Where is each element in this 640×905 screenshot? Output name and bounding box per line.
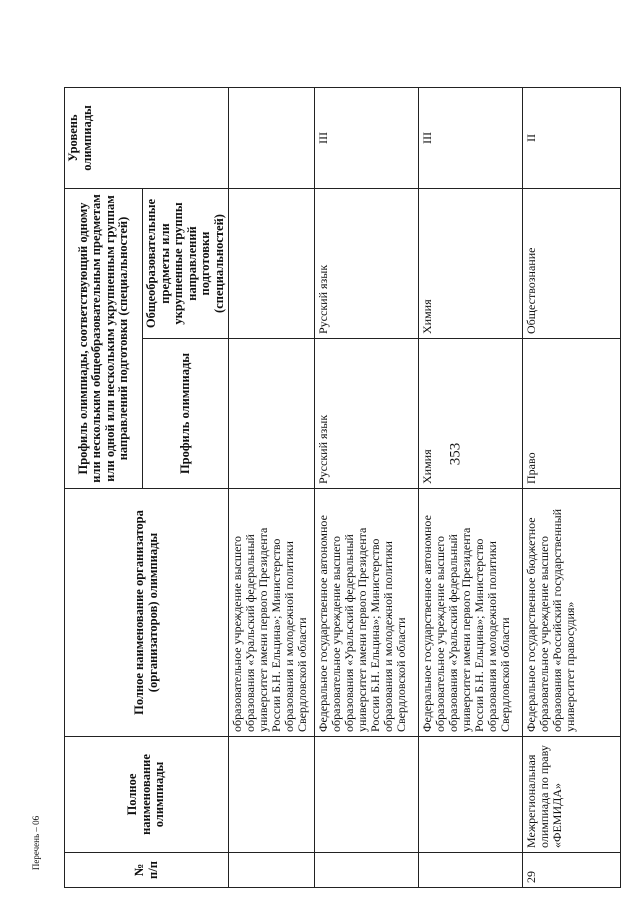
row-number: 29 <box>523 853 621 888</box>
row-subjects <box>229 188 315 338</box>
row-organizer: образовательное учреждение высшего образования «Уральский федеральный университет имени первого Президента России Б.Н. Ельцина»; Министерство образования и молодежной политики Свердловской области <box>229 489 315 737</box>
header-olympiad-name: Полное наименование олимпиады <box>65 737 229 853</box>
row-number <box>419 853 523 888</box>
row-number <box>315 853 419 888</box>
row-organizer: Федеральное государственное автономное образовательное учреждение высшего образования «Уральский федеральный университет имени первого Президента России Б.Н. Ельцина»; Министерство образования и молодежной политики Свердловской области <box>315 489 419 737</box>
header-subjects: Общеобразовательные предметы или укрупненные группы направлений подготовки (специальностей) <box>143 188 229 338</box>
header-level: Уровень олимпиады <box>65 87 229 188</box>
row-olympiad-name: Межрегиональная олимпиада по праву «ФЕМИДА» <box>523 737 621 853</box>
page-number: 353 <box>447 442 464 466</box>
header-number: № п/п <box>65 853 229 888</box>
row-level: II <box>523 87 621 188</box>
row-level <box>229 87 315 188</box>
olympiad-table-container <box>64 88 610 888</box>
footer-note: Перечень – 06 <box>31 815 41 871</box>
row-organizer: Федеральное государственное бюджетное образовательное учреждение высшего образования «Российский государственный университет правосудия» <box>523 489 621 737</box>
olympiad-table <box>64 87 621 888</box>
row-number <box>229 853 315 888</box>
row-olympiad-name <box>229 737 315 853</box>
table-row <box>419 87 523 887</box>
row-profile <box>229 339 315 489</box>
row-level: III <box>419 87 523 188</box>
row-subjects: Русский язык <box>315 188 419 338</box>
table-row <box>315 87 419 887</box>
row-subjects: Обществознание <box>523 188 621 338</box>
row-olympiad-name <box>419 737 523 853</box>
table-row <box>229 87 315 887</box>
table-row <box>523 87 621 887</box>
row-level: III <box>315 87 419 188</box>
row-profile: Право <box>523 339 621 489</box>
header-organizer: Полное наименование организатора (организаторов) олимпиады <box>65 489 229 737</box>
row-subjects: Химия <box>419 188 523 338</box>
header-row-1 <box>65 87 143 887</box>
row-profile: Химия <box>419 339 523 489</box>
header-profile-group: Профиль олимпиады, соответствующий одному или нескольким общеобразовательным предметам или одной или нескольким укрупненным группам направлений подготовки (специальностей) <box>65 188 143 488</box>
row-profile: Русский язык <box>315 339 419 489</box>
row-olympiad-name <box>315 737 419 853</box>
row-organizer: Федеральное государственное автономное образовательное учреждение высшего образования «Уральский федеральный университет имени первого Президента России Б.Н. Ельцина»; Министерство образования и молодежной политики Свердловской области <box>419 489 523 737</box>
header-profile: Профиль олимпиады <box>143 339 229 489</box>
